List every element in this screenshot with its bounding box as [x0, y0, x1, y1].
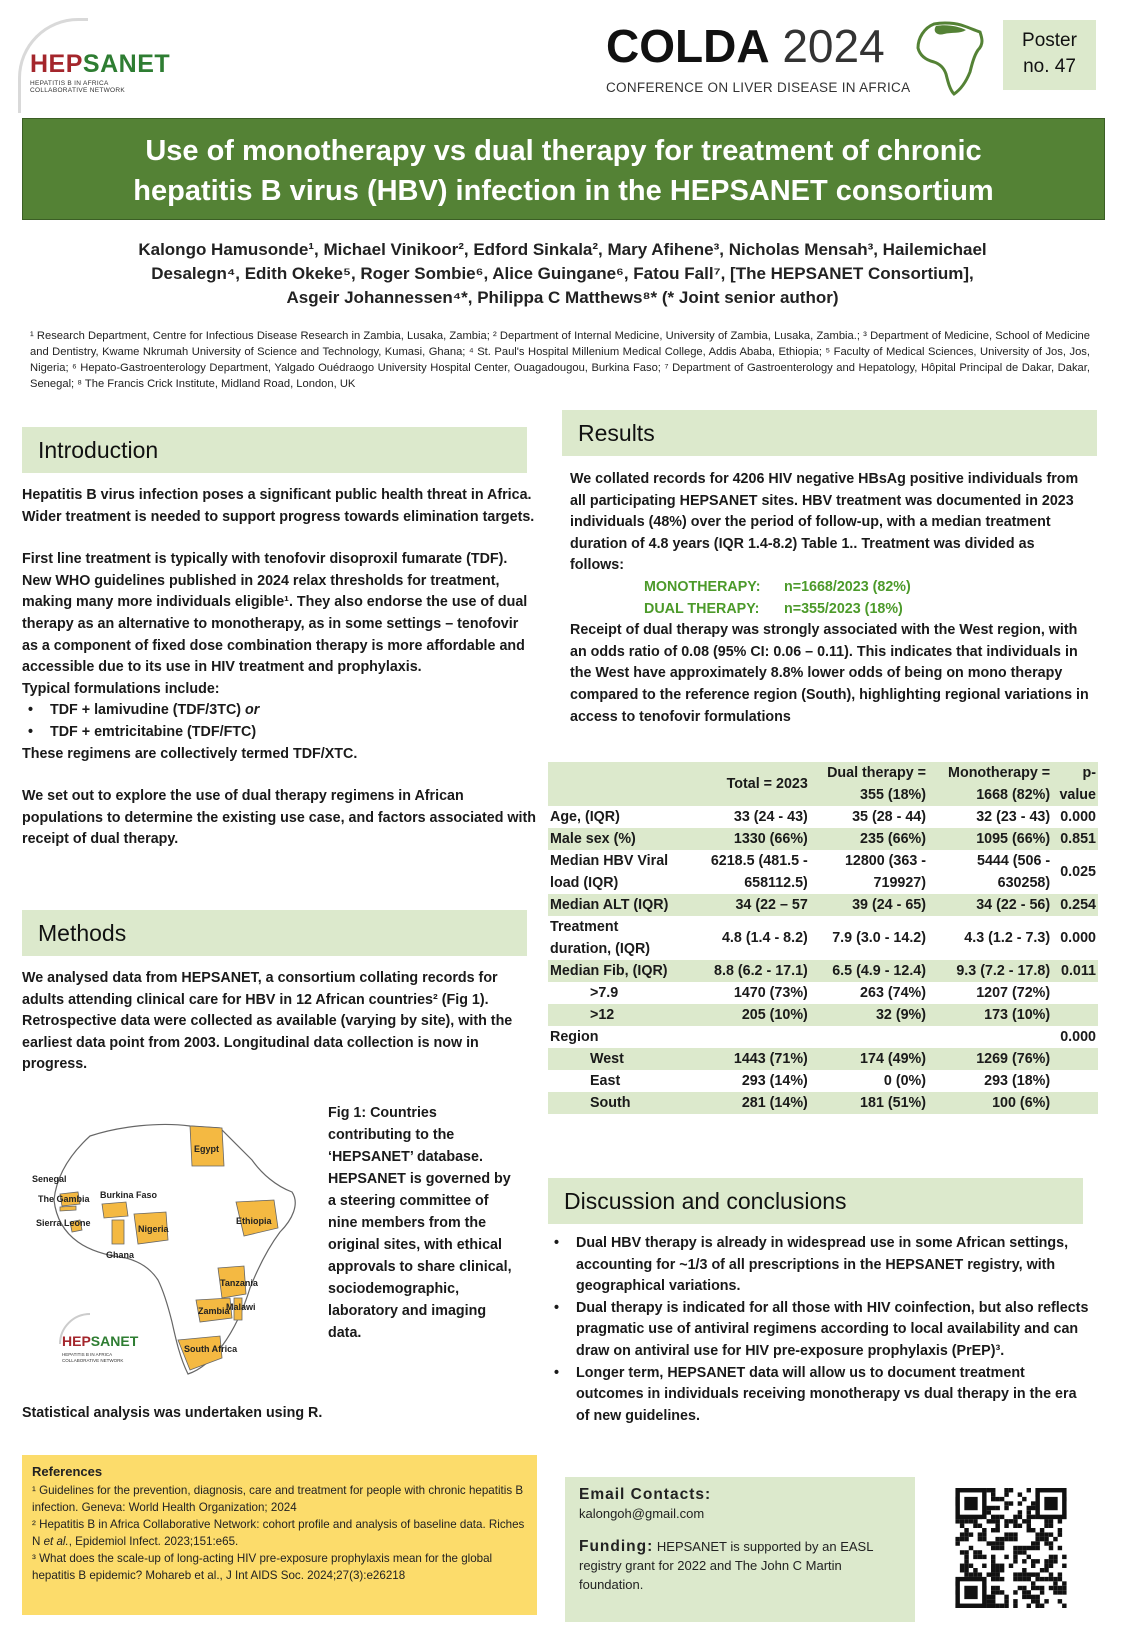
list-item: • TDF + lamivudine (TDF/3TC) or: [22, 700, 537, 722]
map-label-south-africa: South Africa: [184, 1344, 238, 1354]
colda-title: COLDA 2024: [606, 20, 885, 72]
monotherapy-summary: MONOTHERAPY: n=1668/2023 (82%): [644, 578, 911, 595]
table-cell: 1470 (73%): [677, 982, 810, 1004]
row-label-cell: West: [548, 1048, 677, 1070]
table-row: [548, 1092, 1098, 1114]
row-label-cell: Age, (IQR): [548, 806, 677, 828]
row-label-cell: Region: [548, 1026, 677, 1048]
map-label-ethiopia: Ethiopia: [236, 1216, 272, 1226]
contact-email-link[interactable]: kalongoh@gmail.com: [579, 1506, 705, 1521]
statistical-analysis-note: Statistical analysis was undertaken using R.: [22, 1405, 323, 1421]
discussion-body: [548, 1233, 1093, 1427]
table-cell: 12800 (363 - 719927): [810, 850, 928, 894]
figure-1-caption: Fig 1: Countries contributing to the ‘HEPSANET’ database. HEPSANET is governed by a steering committee of nine members from the original sites, with ethical approvals to share clinical, sociodemographic, laboratory and imaging data.: [328, 1105, 512, 1341]
logo-subtitle: HEPATITIS B IN AFRICA COLLABORATIVE NETWORK: [30, 80, 126, 94]
table-row: [548, 850, 1098, 894]
table-cell: [1052, 1070, 1098, 1092]
table-cell: 0.000: [1052, 916, 1098, 960]
table-row: [548, 828, 1098, 850]
hepsanet-logo: [18, 18, 193, 113]
map-hepsanet-logo: [60, 1314, 139, 1363]
table-cell: 181 (51%): [810, 1092, 928, 1114]
map-label-malawi: Malawi: [226, 1302, 256, 1312]
table-cell: 293 (18%): [928, 1070, 1052, 1092]
reference-3: ³ What does the scale-up of long-acting HIV pre-exposure prophylaxis mean for the global hepatitis B epidemic? Mohareb et al., J Int AIDS Soc. 2024;27(3):e26218: [32, 1552, 493, 1582]
table-cell: 6218.5 (481.5 - 658112.5): [677, 850, 810, 894]
table-cell: [928, 1026, 1052, 1048]
table-cell: [1052, 1004, 1098, 1026]
reference-1: ¹ Guidelines for the prevention, diagnosis, care and treatment for people with chronic hepatitis B infection. Geneva: World Health Organization; 2024: [32, 1484, 524, 1514]
table-row: [548, 1070, 1098, 1092]
contacts-heading: Email Contacts:: [579, 1486, 712, 1503]
list-item: • Dual HBV therapy is already in widespread use in some African settings, accounting for ~1/3 of all prescriptions in the HEPSANET registry, with geographical variations.: [548, 1233, 1093, 1298]
map-label-nigeria: Nigeria: [138, 1224, 169, 1234]
references-box: [22, 1455, 537, 1615]
map-label-burkina-faso: Burkina Faso: [100, 1190, 158, 1200]
table-cell: 0.851: [1052, 828, 1098, 850]
row-label-cell: Median Fib, (IQR): [548, 960, 677, 982]
discussion-list: [548, 1233, 1093, 1427]
map-label-tanzania: Tanzania: [220, 1278, 258, 1288]
discussion-heading: Discussion and conclusions: [548, 1178, 1083, 1224]
row-label-cell: >7.9: [548, 982, 677, 1004]
row-label-cell: South: [548, 1092, 677, 1114]
introduction-body: Hepatitis B virus infection poses a significant public health threat in Africa. Wider treatment is needed to support progress towards elimination targets. First line treatment is typically with tenofovir disoproxil fumarate (TDF). New WHO guidelines published in 2024 relax thresholds for treatment, making many more individuals eligible¹. They also endorse the use of dual therapy as an alternative to monotherapy, as in some settings – tenofovir as a component of fixed dose combination therapy is more affordable and accessible due to its use in HIV treatment and prophylaxis. Typical formulations include: • TDF + lamivudine (TDF/3TC) or • TDF + emtricitabine (TDF/FTC) These regimens are collectively termed TDF/XTC. We set out to explore the use of dual therapy regimens in African populations to determine the existing use case, and factors associated with receipt of dual therapy.: [22, 485, 537, 851]
table-cell: 293 (14%): [677, 1070, 810, 1092]
list-item: • Dual therapy is indicated for all those with HIV coinfection, but also reflects pragmatic use of antiviral regimens according to local availability and can draw on antiviral use for HIV pre-exposure prophylaxis (PrEP)³.: [548, 1298, 1093, 1363]
table-cell: 173 (10%): [928, 1004, 1052, 1026]
funding-statement: Funding: HEPSANET is supported by an EASL registry grant for 2022 and The John C Martin foundation.: [579, 1538, 873, 1592]
svg-text:HEPATITIS B IN AFRICA: HEPATITIS B IN AFRICA: [62, 1352, 113, 1357]
table-header-row: [548, 762, 1098, 806]
table-cell: 1095 (66%): [928, 828, 1052, 850]
table-cell: 1443 (71%): [677, 1048, 810, 1070]
colda-logo: [606, 18, 981, 98]
table-cell: 35 (28 - 44): [810, 806, 928, 828]
dual-therapy-summary: DUAL THERAPY: n=355/2023 (18%): [644, 600, 903, 617]
logo-wordmark: HEPSANET: [30, 50, 171, 78]
table-cell: 34 (22 – 57: [677, 894, 810, 916]
map-label-zambia: Zambia: [198, 1306, 230, 1316]
map-label-senegal: Senegal: [32, 1174, 67, 1184]
table-cell: 0 (0%): [810, 1070, 928, 1092]
table-cell: 4.3 (1.2 - 7.3): [928, 916, 1052, 960]
row-label-cell: East: [548, 1070, 677, 1092]
table-cell: 0.025: [1052, 850, 1098, 894]
table-cell: 5444 (506 - 630258): [928, 850, 1052, 894]
table-cell: 33 (24 - 43): [677, 806, 810, 828]
row-label-cell: Median ALT (IQR): [548, 894, 677, 916]
map-label-the-gambia: The Gambia: [38, 1194, 90, 1204]
table-cell: 205 (10%): [677, 1004, 810, 1026]
introduction-heading: Introduction: [22, 427, 527, 473]
table-cell: 7.9 (3.0 - 14.2): [810, 916, 928, 960]
column-header: Total = 2023: [677, 762, 810, 806]
table-cell: 1330 (66%): [677, 828, 810, 850]
reference-2: ² Hepatitis B in Africa Collaborative Network: cohort profile and analysis of baseline data. Riches N et al., Epidemiol Infect. 2023;151:e65.: [32, 1518, 525, 1548]
row-label-cell: Treatment duration, (IQR): [548, 916, 677, 960]
table-row: [548, 1026, 1098, 1048]
table-cell: 32 (23 - 43): [928, 806, 1052, 828]
column-header: p-value: [1052, 762, 1098, 806]
table-cell: 6.5 (4.9 - 12.4): [810, 960, 928, 982]
poster-title: Use of monotherapy vs dual therapy for treatment of chronic hepatitis B virus (HBV) infection in the HEPSANET consortium: [22, 118, 1105, 220]
table-cell: 235 (66%): [810, 828, 928, 850]
author-list: Kalongo Hamusonde¹, Michael Vinikoor², Edford Sinkala², Mary Afihene³, Nicholas Mensah³, Hailemichael Desalegn⁴, Edith Okeke⁵, Roger Sombie⁶, Alice Guingane⁶, Fatou Fall⁷, [The HEPSANET Consortium], Asgeir Johannessen⁴*, Philippa C Matthews⁸* (* Joint senior author): [138, 240, 987, 307]
results-body: We collated records for 4206 HIV negative HBsAg positive individuals from all participating HEPSANET sites. HBV treatment was documented in 2023 individuals (48%) over the period of follow-up, with a median treatment duration of 4.8 years (IQR 1.4-8.2) Table 1.. Treatment was divided as follows: MONOTHERAPY: n=1668/2023 (82%) DUAL THERAPY: n=355/2023 (18%) Receipt of dual therapy was strongly associated with the West region, with an odds ratio of 0.08 (95% CI: 0.06 – 0.11). This indicates that individuals in the West have approximately 8.8% lower odds of being on mono therapy compared to the reference region (South), highlighting regional variations in access to tenofovir formulations: [570, 471, 1089, 725]
table-cell: 4.8 (1.4 - 8.2): [677, 916, 810, 960]
qr-code-icon[interactable]: [955, 1488, 1067, 1608]
table-cell: 0.011: [1052, 960, 1098, 982]
table-row: [548, 960, 1098, 982]
table-cell: [1052, 982, 1098, 1004]
table-row: [548, 894, 1098, 916]
methods-body: We analysed data from HEPSANET, a consortium collating records for adults attending clinical care for HBV in 12 African countries² (Fig 1). Retrospective data were collected as available (varying by site), with the earliest data point from 2003. Longitudinal data collection is now in progress.: [22, 970, 513, 1073]
row-label-cell: Male sex (%): [548, 828, 677, 850]
table-row: [548, 806, 1098, 828]
table-cell: 281 (14%): [677, 1092, 810, 1114]
results-table: [548, 762, 1098, 1114]
table-cell: 32 (9%): [810, 1004, 928, 1026]
map-label-egypt: Egypt: [194, 1144, 220, 1154]
svg-text:COLLABORATIVE NETWORK: COLLABORATIVE NETWORK: [62, 1358, 124, 1363]
map-label-sierra-leone: Sierra Leone: [36, 1218, 91, 1228]
table-row: [548, 1004, 1098, 1026]
svg-text:HEPSANET: HEPSANET: [62, 1333, 139, 1349]
table-cell: [1052, 1048, 1098, 1070]
table-cell: 9.3 (7.2 - 17.8): [928, 960, 1052, 982]
list-item: • TDF + emtricitabine (TDF/FTC): [22, 722, 537, 744]
map-label-ghana: Ghana: [106, 1250, 135, 1260]
table-cell: 263 (74%): [810, 982, 928, 1004]
table-row: [548, 916, 1098, 960]
row-label-cell: Median HBV Viral load (IQR): [548, 850, 677, 894]
burkina-faso-shape: [102, 1202, 128, 1218]
table-cell: 100 (6%): [928, 1092, 1052, 1114]
table-cell: 8.8 (6.2 - 17.1): [677, 960, 810, 982]
africa-map: [30, 1108, 320, 1378]
table-cell: 34 (22 - 56): [928, 894, 1052, 916]
column-header: Dual therapy = 355 (18%): [810, 762, 928, 806]
methods-heading: Methods: [22, 910, 527, 956]
affiliations: ¹ Research Department, Centre for Infectious Disease Research in Zambia, Lusaka, Zambia; ² Department of Internal Medicine, University of Zambia, Lusaka, Zambia.; ³ Department of Medicine, School of Medicine and Dentistry, Kwame Nkrumah University of Science and Technology, Kumasi, Ghana; ⁴ St. Paul's Hospital Millenium Medical College, Addis Ababa, Ethiopia; ⁵ Faculty of Medical Sciences, University of Jos, Jos, Nigeria; ⁶ Hepato-Gastroenterology Department, Yalgado Ouédraogo University Hospital Center, Ouagadougou, Burkina Faso; ⁷ Department of Gastroenterology and Hepatology, Hôpital Principal de Dakar, Dakar, Senegal; ⁸ The Francis Crick Institute, Midland Road, London, UK: [30, 330, 1090, 390]
column-header: Monotherapy = 1668 (82%): [928, 762, 1052, 806]
table-cell: 0.254: [1052, 894, 1098, 916]
table-row: [548, 982, 1098, 1004]
table-cell: [677, 1026, 810, 1048]
table-cell: 174 (49%): [810, 1048, 928, 1070]
ghana-shape: [112, 1220, 124, 1244]
poster-number-badge: Poster no. 47: [1003, 20, 1096, 90]
colda-subtitle: CONFERENCE ON LIVER DISEASE IN AFRICA: [606, 80, 911, 95]
references-heading: References: [32, 1464, 103, 1479]
table-cell: 1207 (72%): [928, 982, 1052, 1004]
table-cell: 1269 (76%): [928, 1048, 1052, 1070]
list-item: • Longer term, HEPSANET data will allow us to document treatment outcomes in individuals receiving monotherapy vs dual therapy in the era of new guidelines.: [548, 1363, 1093, 1428]
column-header: [548, 762, 677, 806]
table-cell: 0.000: [1052, 1026, 1098, 1048]
table-cell: [810, 1026, 928, 1048]
table-cell: 39 (24 - 65): [810, 894, 928, 916]
table-cell: 0.000: [1052, 806, 1098, 828]
results-heading: Results: [562, 410, 1097, 456]
the-gambia-shape: [60, 1206, 76, 1211]
table-row: [548, 1048, 1098, 1070]
formulations-list: [22, 700, 537, 743]
africa-outline-icon: [916, 20, 986, 98]
contacts-box: [565, 1477, 915, 1622]
row-label-cell: >12: [548, 1004, 677, 1026]
table-cell: [1052, 1092, 1098, 1114]
